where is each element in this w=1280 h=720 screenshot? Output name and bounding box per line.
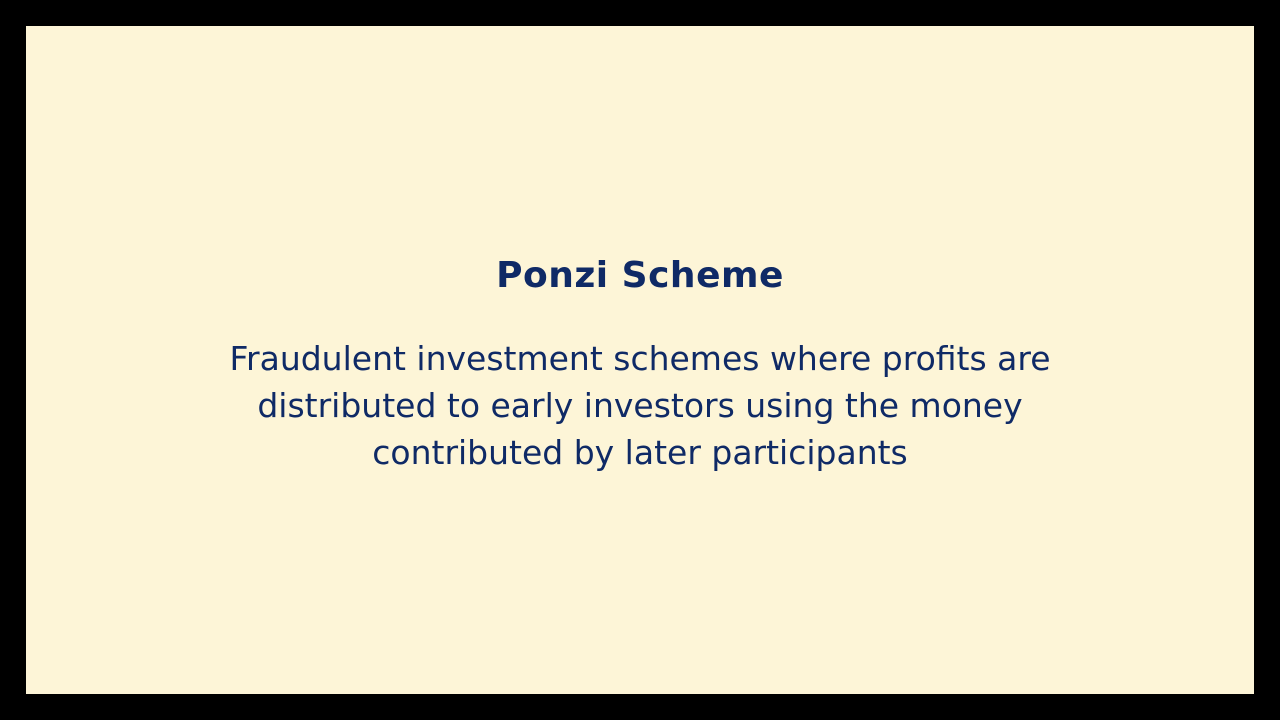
card-description-line-2: distributed to early investors using the money (257, 386, 1023, 426)
card-description-line-3: contributed by later participants (372, 433, 908, 473)
flashcard (26, 26, 1254, 694)
card-description (229, 335, 1050, 476)
card-description-line-1: Fraudulent investment schemes where profits are (229, 339, 1051, 379)
card-title: Ponzi Scheme (496, 254, 784, 296)
